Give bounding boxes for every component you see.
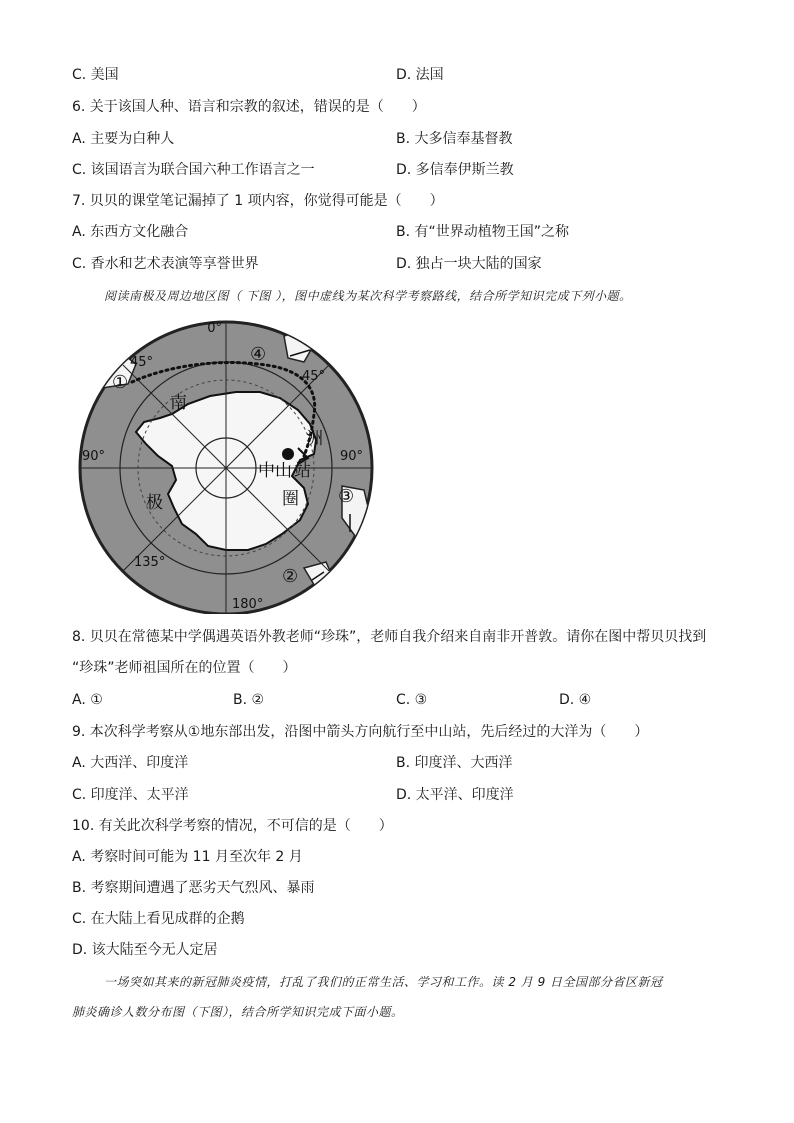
q6-option-b: B. 大多信奉基督教 <box>396 131 513 147</box>
label-station: 站 <box>294 461 311 481</box>
q6-option-c: C. 该国语言为联合国六种工作语言之一 <box>72 162 315 178</box>
q8-option-d: D. ④ <box>559 692 592 708</box>
q7-option-b: B. 有“世界动植物王国”之称 <box>396 224 570 240</box>
q7-option-a: A. 东西方文化融合 <box>72 224 189 240</box>
q7-option-d: D. 独占一块大陆的国家 <box>396 256 542 272</box>
label-ji: 极 <box>146 493 163 513</box>
q5-option-d: D. 法国 <box>396 67 444 83</box>
label-zhou: 洲 <box>306 429 323 449</box>
q7-option-c: C. 香水和艺术表演等享誉世界 <box>72 256 259 272</box>
q10-option-a: A. 考察时间可能为 11 月至次年 2 月 <box>72 849 303 865</box>
marker-1: ① <box>112 372 129 393</box>
q10-option-b: B. 考察期间遭遇了恶劣天气烈风、暴雨 <box>72 880 315 896</box>
q10-option-c: C. 在大陆上看见成群的企鹅 <box>72 911 245 927</box>
zhongshan-station-dot <box>282 448 294 460</box>
lon-45-east-label: 45° <box>302 369 326 384</box>
lon-90-west-label: 90° <box>82 449 106 464</box>
antarctica-map <box>76 318 376 614</box>
marker-2: ② <box>282 566 299 587</box>
lon-90-east-label: 90° <box>340 449 364 464</box>
lon-45-west-label: 45° <box>130 355 154 370</box>
lon-180-label: 180° <box>232 597 264 612</box>
q8-option-c: C. ③ <box>396 692 428 708</box>
q8-stem-line1: 8. 贝贝在常德某中学偶遇英语外教老师“珍珠”，老师自我介绍来自南非开普敦。请你在图中帮贝贝找到 <box>72 629 707 645</box>
q5-option-c: C. 美国 <box>72 67 119 83</box>
q9-option-c: C. 印度洋、太平洋 <box>72 787 189 803</box>
q10-stem: 10. 有关此次科学考察的情况，不可信的是（ ） <box>72 818 393 834</box>
antarctica-intro: 阅读南极及周边地区图（ 下图 ），图中虚线为某次科学考察路线，结合所学知识完成下列小题。 <box>104 289 632 303</box>
q10-option-d: D. 该大陆至今无人定居 <box>72 942 218 958</box>
marker-3: ③ <box>338 486 355 507</box>
q6-option-a: A. 主要为白种人 <box>72 131 175 147</box>
q9-option-d: D. 太平洋、印度洋 <box>396 787 514 803</box>
q9-option-a: A. 大西洋、印度洋 <box>72 755 189 771</box>
label-circle: 圈 <box>282 489 299 509</box>
q8-option-a: A. ① <box>72 692 103 708</box>
lon-135-label: 135° <box>134 555 166 570</box>
q9-option-b: B. 印度洋、大西洋 <box>396 755 513 771</box>
label-zhongshan: 中山 <box>258 461 292 481</box>
covid-intro-line1: 一场突如其来的新冠肺炎疫情，打乱了我们的正常生活、学习和工作。读 2 月 9 日全国部分省区新冠 <box>104 975 663 989</box>
marker-4: ④ <box>250 344 267 365</box>
q6-stem: 6. 关于该国人种、语言和宗教的叙述，错误的是（ ） <box>72 99 426 115</box>
covid-intro-line2: 肺炎确诊人数分布图（下图），结合所学知识完成下面小题。 <box>72 1005 404 1019</box>
q8-stem-line2: “珍珠”老师祖国所在的位置（ ） <box>72 660 297 676</box>
q9-stem: 9. 本次科学考察从①地东部出发，沿图中箭头方向航行至中山站，先后经过的大洋为（ ） <box>72 724 649 740</box>
q8-option-b: B. ② <box>233 692 265 708</box>
lon-0-label: 0° <box>207 321 222 336</box>
q6-option-d: D. 多信奉伊斯兰教 <box>396 162 514 178</box>
label-nan: 南 <box>170 393 187 413</box>
q7-stem: 7. 贝贝的课堂笔记漏掉了 1 项内容，你觉得可能是（ ） <box>72 193 444 209</box>
